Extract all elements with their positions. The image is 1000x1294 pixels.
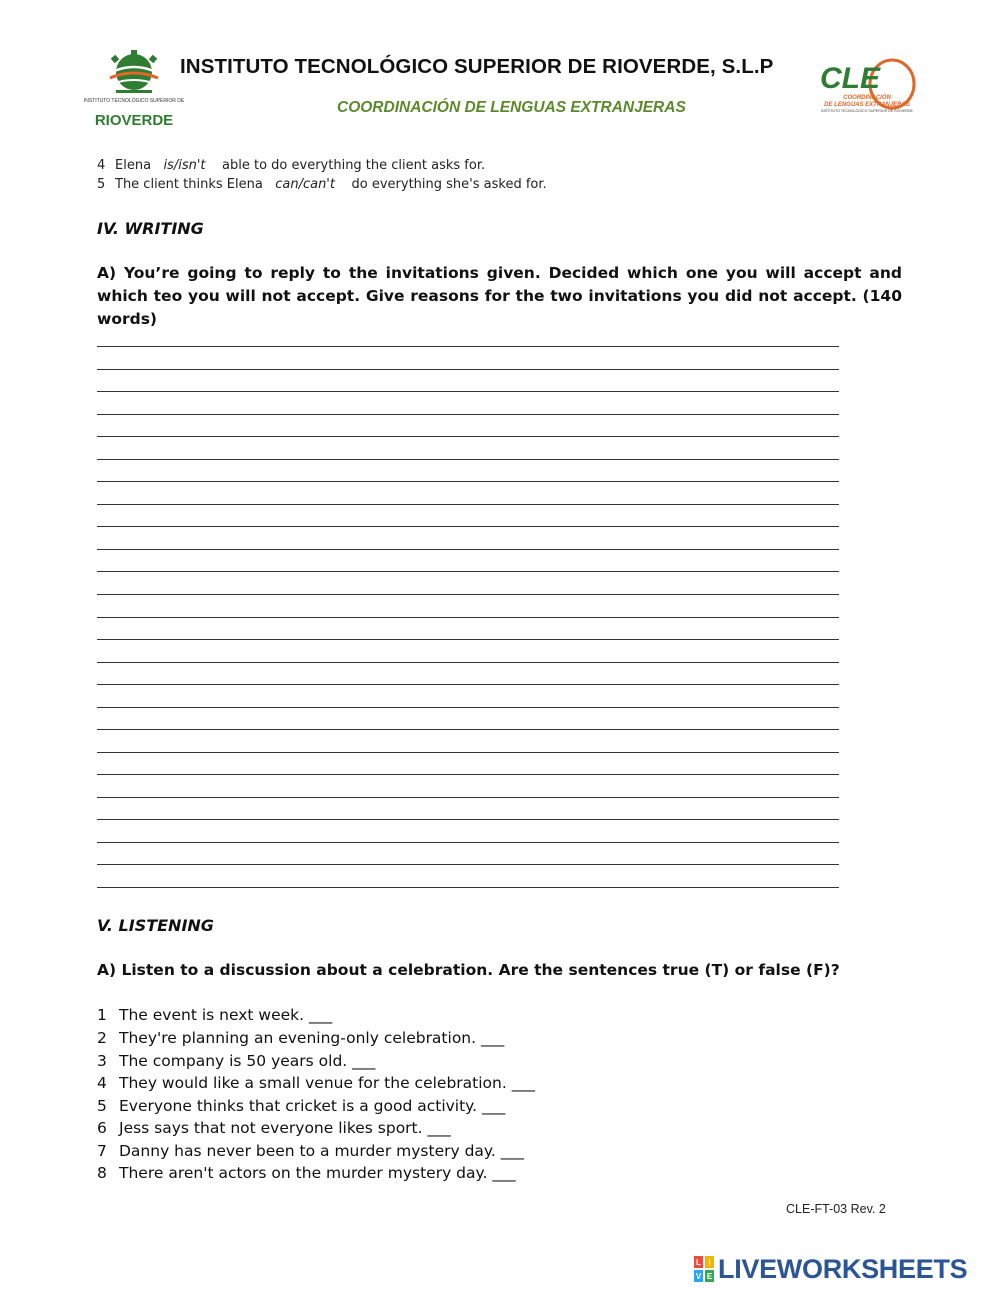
liveworksheets-wordmark: LIVEWORKSHEETS [718, 1253, 968, 1284]
item-number: 4 [97, 158, 106, 173]
form-code: CLE-FT-03 Rev. 2 [786, 1202, 886, 1216]
writing-instruction: A) You’re going to reply to the invitations given. Decided which one you will accept and which teo you will not accept. Give reasons for the two invitations you did not accept. (140 words) [97, 264, 902, 328]
item-text: Danny has never been to a murder mystery day. ___ [119, 1142, 524, 1160]
writing-line[interactable] [97, 459, 839, 460]
writing-line[interactable] [97, 414, 839, 415]
item-post: able to do everything the client asks for. [222, 158, 486, 173]
logo-big-text: RIOVERDE [94, 112, 174, 129]
writing-line[interactable] [97, 549, 839, 550]
liveworksheets-icon [694, 1256, 714, 1282]
liveworksheets-brand [694, 1254, 967, 1284]
listening-item-4[interactable] [97, 1074, 535, 1092]
listening-item-2[interactable] [97, 1029, 504, 1047]
writing-line[interactable] [97, 684, 839, 685]
writing-line[interactable] [97, 504, 839, 505]
cle-sub2: DE LENGUAS EXTRANJERAS [824, 102, 910, 108]
item-number: 5 [97, 177, 106, 192]
brand-mark-letter: E [706, 1272, 713, 1281]
listening-item-1[interactable] [97, 1006, 332, 1024]
coordination-subtitle: COORDINACIÓN DE LENGUAS EXTRANJERAS [337, 99, 686, 116]
writing-line[interactable] [97, 797, 839, 798]
previous-item-4 [97, 158, 485, 173]
brand-mark-letter: L [696, 1258, 701, 1267]
item-number: 5 [97, 1097, 107, 1115]
cle-sub1: COORDINACIÓN [843, 95, 891, 101]
writing-line[interactable] [97, 842, 839, 843]
writing-line[interactable] [97, 887, 839, 888]
writing-line[interactable] [97, 864, 839, 865]
writing-line[interactable] [97, 369, 839, 370]
writing-line[interactable] [97, 481, 839, 482]
item-post: do everything she's asked for. [351, 177, 547, 192]
brand-mark-letter: V [695, 1272, 702, 1281]
item-text: The event is next week. ___ [119, 1006, 333, 1024]
listening-item-8[interactable] [97, 1164, 516, 1182]
writing-line[interactable] [97, 526, 839, 527]
item-number: 4 [97, 1074, 107, 1092]
listening-item-5[interactable] [97, 1097, 505, 1115]
logo-small-text: INSTITUTO TECNOLÓGICO SUPERIOR DE [83, 98, 185, 104]
writing-line[interactable] [97, 662, 839, 663]
writing-line[interactable] [97, 752, 839, 753]
writing-line[interactable] [97, 774, 839, 775]
writing-line[interactable] [97, 819, 839, 820]
writing-line[interactable] [97, 639, 839, 640]
item-number: 1 [97, 1006, 107, 1024]
item-choice[interactable]: is/isn't [163, 158, 206, 173]
rioverde-logo [83, 50, 185, 130]
item-number: 3 [97, 1052, 107, 1070]
item-pre: Elena [115, 158, 152, 173]
writing-line[interactable] [97, 391, 839, 392]
cle-sub3: INSTITUTO TECNOLÓGICO SUPERIOR DE RIOVERDE [821, 109, 913, 113]
writing-line[interactable] [97, 571, 839, 572]
previous-item-5 [97, 177, 547, 192]
listening-instruction: A) Listen to a discussion about a celebration. Are the sentences true (T) or false (F)? [97, 961, 840, 979]
item-text: Everyone thinks that cricket is a good activity. ___ [119, 1097, 506, 1115]
writing-line[interactable] [97, 594, 839, 595]
item-choice[interactable]: can/can't [275, 177, 335, 192]
item-text: They're planning an evening-only celebration. ___ [119, 1029, 505, 1047]
writing-line[interactable] [97, 346, 839, 347]
item-text: There aren't actors on the murder mystery day. ___ [119, 1164, 516, 1182]
item-pre: The client thinks Elena [115, 177, 263, 192]
writing-line[interactable] [97, 436, 839, 437]
item-number: 8 [97, 1164, 107, 1182]
writing-title: IV. WRITING [97, 219, 204, 238]
item-text: The company is 50 years old. ___ [119, 1052, 376, 1070]
listening-title: V. LISTENING [97, 916, 214, 935]
cle-logo [812, 58, 922, 120]
writing-line[interactable] [97, 729, 839, 730]
listening-item-6[interactable] [97, 1119, 451, 1137]
cle-letters: CLE [820, 62, 880, 95]
item-text: They would like a small venue for the celebration. ___ [119, 1074, 535, 1092]
item-number: 6 [97, 1119, 107, 1137]
institution-title: INSTITUTO TECNOLÓGICO SUPERIOR DE RIOVERDE, S.L.P [180, 55, 774, 78]
item-number: 2 [97, 1029, 107, 1047]
listening-item-3[interactable] [97, 1052, 375, 1070]
writing-line[interactable] [97, 617, 839, 618]
item-number: 7 [97, 1142, 107, 1160]
writing-line[interactable] [97, 707, 839, 708]
item-text: Jess says that not everyone likes sport. ___ [119, 1119, 451, 1137]
listening-item-7[interactable] [97, 1142, 524, 1160]
brand-mark-letter: I [708, 1258, 711, 1267]
